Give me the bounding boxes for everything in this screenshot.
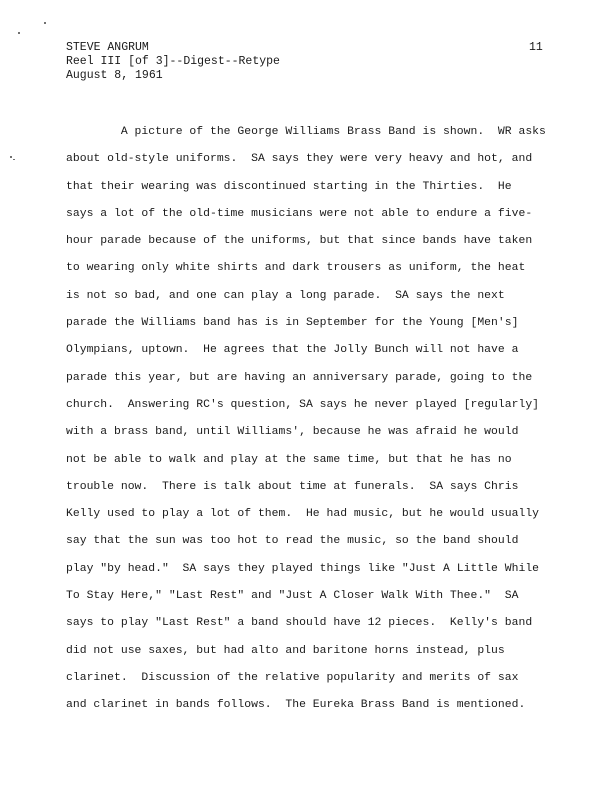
header-line-reel: Reel III [of 3]--Digest--Retype — [66, 55, 280, 68]
text-line: did not use saxes, but had alto and baritone horns instead, plus — [66, 644, 505, 657]
text-line: with a brass band, until Williams', because he was afraid he would — [66, 426, 519, 439]
header-line-speaker: STEVE ANGRUM — [66, 41, 149, 54]
text-line: say that the sun was too hot to read the music, so the band should — [66, 535, 519, 548]
page-number: 11 — [529, 41, 543, 54]
text-line: parade the Williams band has is in September for the Young [Men's] — [66, 317, 519, 330]
text-line: To Stay Here," "Last Rest" and "Just A Closer Walk With Thee." SA — [66, 590, 519, 603]
text-line: is not so bad, and one can play a long parade. SA says the next — [66, 289, 505, 302]
text-line: clarinet. Discussion of the relative popularity and merits of sax — [66, 671, 519, 684]
scan-speck — [13, 159, 15, 160]
text-line: and clarinet in bands follows. The Eureka Brass Band is mentioned. — [66, 699, 526, 712]
text-line: trouble now. There is talk about time at funerals. SA says Chris — [66, 480, 519, 493]
header-line-date: August 8, 1961 — [66, 69, 163, 82]
document-header — [66, 41, 280, 83]
text-line: Kelly used to play a lot of them. He had music, but he would usually — [66, 508, 540, 521]
text-line: says to play "Last Rest" a band should have 12 pieces. Kelly's band — [66, 617, 533, 630]
text-line: parade this year, but are having an anniversary parade, going to the — [66, 371, 533, 384]
text-line: says a lot of the old-time musicians were not able to endure a five- — [66, 207, 533, 220]
text-line: A picture of the George Williams Brass Band is shown. WR asks — [66, 126, 546, 138]
text-line: to wearing only white shirts and dark trousers as uniform, the heat — [66, 262, 526, 275]
scan-speck — [44, 22, 46, 24]
scan-speck — [10, 156, 12, 158]
text-line: that their wearing was discontinued starting in the Thirties. He — [66, 180, 512, 193]
text-line: hour parade because of the uniforms, but that since bands have taken — [66, 235, 533, 248]
text-line: about old-style uniforms. SA says they were very heavy and hot, and — [66, 153, 533, 166]
scan-speck — [18, 32, 20, 34]
text-line: play "by head." SA says they played things like "Just A Little While — [66, 562, 540, 575]
body-text — [66, 124, 566, 725]
text-line: not be able to walk and play at the same time, but that he has no — [66, 453, 512, 466]
text-line: church. Answering RC's question, SA says he never played [regularly] — [66, 398, 540, 411]
text-line: Olympians, uptown. He agrees that the Jolly Bunch will not have a — [66, 344, 519, 357]
